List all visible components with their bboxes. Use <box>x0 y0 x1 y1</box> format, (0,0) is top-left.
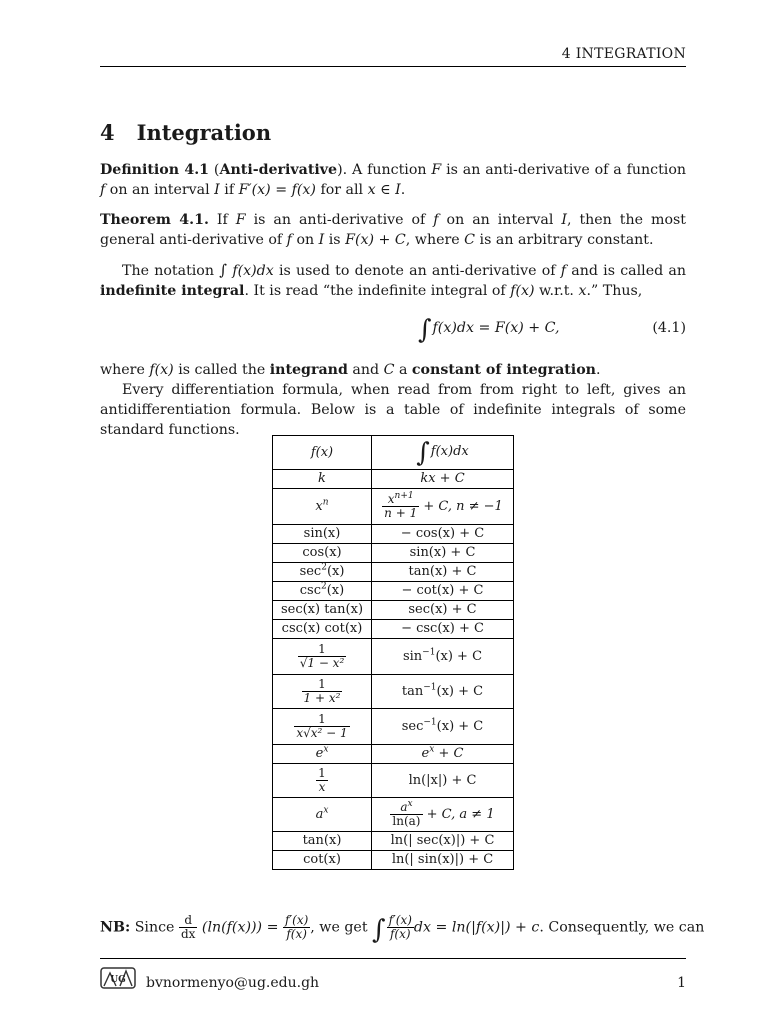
fraction-numerator: 1 <box>318 642 326 656</box>
table-header-integral-text: f(x)dx <box>430 443 469 459</box>
table-cell-integral: ln(| sec(x)|) + C <box>372 832 514 851</box>
where-text: where <box>100 362 150 378</box>
math-expression: dx = ln(|f(x)|) + c <box>413 919 540 936</box>
fraction-denominator: x <box>316 780 328 794</box>
math-f: f <box>560 263 567 279</box>
math-f: f <box>100 182 106 198</box>
integral-sign: ∫ <box>219 261 228 279</box>
table-row <box>273 675 514 709</box>
page-number: 1 <box>677 975 686 991</box>
theorem-text: , then the most general anti-derivative of <box>100 212 687 248</box>
where-text: is called the <box>173 362 270 378</box>
section-number: 4 <box>100 120 115 145</box>
math-arg: (x) + C <box>435 648 483 664</box>
table-cell-fx: k <box>273 470 372 489</box>
differentiation-paragraph: Every differentiation formula, when read from from right to left, gives an antidifferentiation formula. Below is a table of indefinite integrals of some standard functions. <box>100 382 686 438</box>
integral-sign: ∫ <box>416 437 430 468</box>
table-cell-integral: − csc(x) + C <box>372 620 514 639</box>
table-cell-integral <box>372 709 514 745</box>
math-exponent: −1 <box>423 682 437 693</box>
math-func: sec <box>299 564 322 579</box>
table-row <box>273 709 514 745</box>
table-cell-fx <box>273 764 372 798</box>
math-tail: + C, n ≠ −1 <box>419 499 503 514</box>
table-row <box>273 620 514 639</box>
math-F: F <box>235 212 246 228</box>
math-exponent: −1 <box>423 717 437 728</box>
definition-paragraph: Definition 4.1 (Anti-derivative). A function F is an anti-derivative of a function f on an interval I if F′(x) = f(x) for all x ∈ I. <box>100 162 686 198</box>
theorem-text: on <box>291 232 319 248</box>
theorem-text: is an anti-derivative of <box>245 212 434 228</box>
math-exponent: n <box>322 497 329 508</box>
fraction-numerator: f′(x) <box>284 913 309 927</box>
logo-text: UG <box>110 975 126 985</box>
math-arg: (x) + C <box>436 718 484 734</box>
table-cell-integral: sin(x) + C <box>372 544 514 563</box>
math-C: C <box>464 232 476 248</box>
fraction <box>382 493 419 520</box>
definition-text: for all <box>315 182 368 198</box>
fraction-denominator: ln(a) <box>392 814 421 828</box>
fraction-denominator: f(x) <box>387 927 414 941</box>
table-cell-integral: − cos(x) + C <box>372 525 514 544</box>
fraction <box>283 914 310 941</box>
definition-text: . <box>400 182 406 198</box>
equation-4-1 <box>100 312 686 346</box>
table-cell-fx: cos(x) <box>273 544 372 563</box>
math-expression: (ln(f(x))) = <box>197 919 283 936</box>
definition-text: A function <box>352 162 432 178</box>
theorem-text: If <box>208 212 236 228</box>
table-row <box>273 601 514 620</box>
term-indefinite-integral: indefinite integral <box>100 283 245 299</box>
math-func: sec <box>401 718 424 734</box>
table-cell-fx <box>273 489 372 525</box>
where-text: and <box>347 362 384 378</box>
fraction <box>179 914 197 941</box>
table-row <box>273 582 514 601</box>
nb-text: . Consequently, we can <box>539 919 705 936</box>
math-exponent: x <box>407 799 413 809</box>
definition-text: is an anti-derivative of a function <box>441 162 686 178</box>
math-membership: x ∈ I <box>367 182 401 198</box>
fraction <box>294 713 349 740</box>
math-arg: (x) <box>326 583 345 598</box>
table-cell-integral: − cot(x) + C <box>372 582 514 601</box>
definition-label: Definition 4.1 <box>100 162 210 178</box>
fraction-numerator <box>390 801 422 814</box>
definition-text: if <box>219 182 239 198</box>
table-row <box>273 639 514 675</box>
theorem-text: is <box>324 232 346 248</box>
fraction <box>390 801 422 828</box>
notation-text: . It is read “the indefinite integral of <box>244 283 511 299</box>
math-f: f <box>286 232 292 248</box>
math-arg: (x) + C <box>436 683 484 699</box>
definition-term: Anti-derivative <box>219 162 338 178</box>
math-C: C <box>383 362 395 378</box>
table-row <box>273 798 514 832</box>
theorem-text: on an interval <box>438 212 562 228</box>
math-I: I <box>318 232 325 248</box>
table-cell-integral <box>372 745 514 764</box>
table-cell-fx <box>273 639 372 675</box>
table-cell-fx: sec(x) tan(x) <box>273 601 372 620</box>
table-cell-fx: tan(x) <box>273 832 372 851</box>
math-integral-expr: f(x)dx <box>232 263 274 279</box>
fraction-denominator: x√x² − 1 <box>296 726 348 740</box>
table-row <box>273 851 514 870</box>
math-x: x <box>578 283 587 299</box>
table-cell-integral <box>372 798 514 832</box>
table-cell-integral: kx + C <box>372 470 514 489</box>
math-fx: f(x) <box>149 362 174 378</box>
math-condition: F′(x) = f(x) <box>238 182 316 198</box>
equation-body <box>418 315 560 345</box>
fraction-numerator: 1 <box>318 677 326 691</box>
fraction-numerator <box>382 493 419 506</box>
fraction-numerator: d <box>184 913 193 927</box>
integrals-table <box>272 435 514 870</box>
math-func: csc <box>299 583 321 598</box>
table-cell-fx <box>273 745 372 764</box>
notation-text: .” Thus, <box>586 283 643 299</box>
fraction <box>316 767 328 794</box>
integral-sign: ∫ <box>372 914 386 945</box>
notation-text: The notation <box>122 263 220 279</box>
integral-sign: ∫ <box>418 315 432 345</box>
table-header-row <box>273 436 514 470</box>
math-func: sin <box>402 648 423 664</box>
table-header-integral <box>372 436 514 470</box>
math-func: tan <box>401 683 424 699</box>
table-cell-fx <box>273 709 372 745</box>
math-I: I <box>214 182 220 198</box>
table-header-fx: f(x) <box>273 436 372 470</box>
theorem-text: , where <box>405 232 465 248</box>
where-text: a <box>394 362 412 378</box>
table-row <box>273 489 514 525</box>
nb-label: NB: <box>100 919 131 936</box>
fraction-denominator: f(x) <box>283 927 310 941</box>
university-logo-icon <box>100 965 136 991</box>
footer-rule <box>100 958 686 959</box>
fraction <box>298 643 347 670</box>
table-cell-fx: cot(x) <box>273 851 372 870</box>
fraction <box>302 678 343 705</box>
table-cell-fx <box>273 798 372 832</box>
running-head: 4 INTEGRATION <box>100 46 686 67</box>
table-row <box>273 745 514 764</box>
table-row <box>273 544 514 563</box>
math-exponent: 2 <box>321 581 327 592</box>
fraction <box>387 914 414 941</box>
table-cell-fx <box>273 582 372 601</box>
table-cell-integral <box>372 675 514 709</box>
table-row <box>273 563 514 582</box>
math-base: a <box>400 800 408 814</box>
table-cell-integral <box>372 639 514 675</box>
equation-number: (4.1) <box>652 320 686 336</box>
nb-text: Since <box>130 919 179 936</box>
notation-text: and is called an <box>566 263 687 279</box>
math-base: e <box>421 746 430 761</box>
where-text: . <box>595 362 601 378</box>
math-base: x <box>387 492 395 506</box>
table-row <box>273 832 514 851</box>
table-row <box>273 470 514 489</box>
math-tail: + C <box>434 746 464 761</box>
nb-line <box>100 913 705 945</box>
nb-paragraph <box>100 902 705 945</box>
table-cell-integral <box>372 489 514 525</box>
table-row <box>273 525 514 544</box>
math-base: x <box>315 498 323 514</box>
table-cell-fx: sin(x) <box>273 525 372 544</box>
notation-text: w.r.t. <box>534 283 579 299</box>
math-base: a <box>315 806 324 822</box>
fraction-numerator: 1 <box>318 766 326 780</box>
math-general-antiderivative: F(x) + C <box>345 232 406 248</box>
math-tail: + C, a ≠ 1 <box>422 807 495 822</box>
footer <box>100 975 686 995</box>
table-cell-fx: csc(x) cot(x) <box>273 620 372 639</box>
math-exponent: n+1 <box>394 491 414 501</box>
theorem-paragraph <box>100 210 686 250</box>
theorem-label: Theorem 4.1. <box>100 212 209 228</box>
equation-expression: f(x)dx = F(x) + C, <box>432 320 560 336</box>
math-F: F <box>431 162 442 178</box>
fraction-denominator: √1 − x² <box>299 656 345 670</box>
table-cell-integral: ln(|x|) + C <box>372 764 514 798</box>
where-paragraph <box>100 360 686 380</box>
table-cell-fx <box>273 675 372 709</box>
math-base: e <box>315 746 324 761</box>
math-exponent: x <box>323 805 329 816</box>
fraction-numerator: 1 <box>318 712 326 726</box>
table-cell-fx <box>273 563 372 582</box>
notation-paragraph <box>100 260 686 301</box>
table-cell-integral: sec(x) + C <box>372 601 514 620</box>
table-row <box>273 764 514 798</box>
fraction-denominator: dx <box>180 927 196 941</box>
term-integrand: integrand <box>269 362 348 378</box>
table-cell-integral: ln(| sin(x)|) + C <box>372 851 514 870</box>
term-constant-of-integration: constant of integration <box>411 362 596 378</box>
definition-text: on an interval <box>105 182 215 198</box>
table-cell-integral: tan(x) + C <box>372 563 514 582</box>
section-title-text: Integration <box>136 120 272 145</box>
math-exponent: x <box>323 744 329 755</box>
math-exponent: −1 <box>422 647 436 658</box>
theorem-text: is an arbitrary constant. <box>475 232 654 248</box>
nb-text: , we get <box>310 919 373 936</box>
author-email[interactable]: bvnormenyo@ug.edu.gh <box>146 975 320 991</box>
fraction-numerator: f′(x) <box>388 913 412 927</box>
section-title <box>100 120 271 145</box>
math-fx: f(x) <box>510 283 535 299</box>
math-f: f <box>433 212 439 228</box>
fraction-denominator: 1 + x² <box>303 691 341 705</box>
math-arg: (x) <box>326 564 345 579</box>
math-I: I <box>561 212 567 228</box>
math-exponent: x <box>429 744 435 755</box>
math-exponent: 2 <box>321 562 327 573</box>
fraction-denominator: n + 1 <box>384 506 418 520</box>
notation-text: is used to denote an anti-derivative of <box>273 263 561 279</box>
